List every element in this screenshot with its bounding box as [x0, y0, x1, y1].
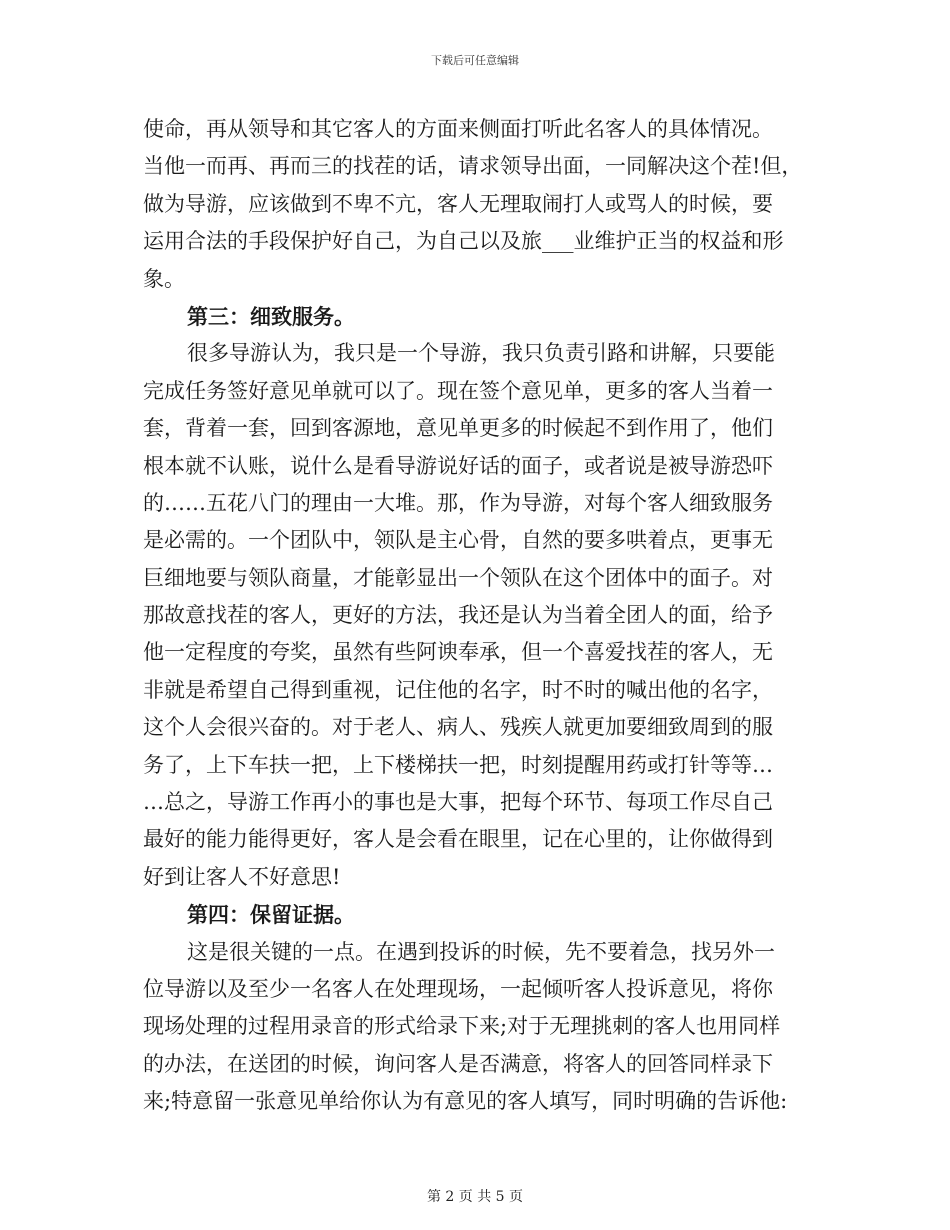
paragraph-line: 非就是希望自己得到重视，记住他的名字，时不时的喊出他的名字，: [143, 677, 773, 702]
paragraph-line: 他一定程度的夸奖，虽然有些阿谀奉承，但一个喜爱找茬的客人，无: [143, 640, 773, 665]
paragraph-line: 很多导游认为，我只是一个导游，我只负责引路和讲解，只要能: [187, 341, 775, 366]
paragraph-line: 巨细地要与领队商量，才能彰显出一个领队在这个团体中的面子。对: [143, 565, 773, 590]
paragraph-line: 象。: [143, 266, 185, 291]
paragraph-line: 现场处理的过程用录音的形式给录下来;对于无理挑刺的客人也用同样: [143, 1014, 781, 1039]
paragraph-line: 好到让客人不好意思!: [143, 864, 341, 889]
page-header: 下载后可任意编辑: [431, 54, 519, 67]
paragraph-line: 是必需的。一个团队中，领队是主心骨，自然的要多哄着点，更事无: [143, 528, 773, 553]
paragraph-line: 根本就不认账，说什么是看导游说好话的面子，或者说是被导游恐吓: [143, 453, 773, 478]
paragraph-line: 完成任务签好意见单就可以了。现在签个意见单，更多的客人当着一: [143, 378, 773, 403]
paragraph-line: …总之，导游工作再小的事也是大事，把每个环节、每项工作尽自己: [143, 790, 773, 815]
section-heading: 第四：保留证据。: [187, 902, 355, 928]
document-body: [143, 111, 823, 1121]
paragraph-line: 运用合法的手段保护好自己，为自己以及旅___业维护正当的权益和形: [143, 229, 784, 254]
paragraph-line: 来;特意留一张意见单给你认为有意见的客人填写，同时明确的告诉他:: [143, 1089, 788, 1114]
section-heading: 第三：细致服务。: [187, 303, 355, 329]
paragraph-line: 做为导游，应该做到不卑不亢，客人无理取闹打人或骂人的时候，要: [143, 191, 773, 216]
paragraph-line: 当他一而再、再而三的找茬的话，请求领导出面，一同解决这个茬!但，: [143, 154, 803, 179]
paragraph-line: 使命，再从领导和其它客人的方面来侧面打听此名客人的具体情况。: [143, 117, 773, 141]
paragraph-line: 这是很关键的一点。在遇到投诉的时候，先不要着急，找另外一: [187, 939, 775, 964]
paragraph-line: 的……五花八门的理由一大堆。那，作为导游，对每个客人细致服务: [143, 490, 773, 515]
paragraph-line: 务了，上下车扶一把，上下楼梯扶一把，时刻提醒用药或打针等等…: [143, 752, 773, 777]
page-footer: 第 2 页 共 5 页: [426, 1189, 524, 1205]
paragraph-line: 最好的能力能得更好，客人是会看在眼里，记在心里的，让你做得到: [143, 827, 773, 852]
paragraph-line: 的办法，在送团的时候，询问客人是否满意，将客人的回答同样录下: [143, 1051, 773, 1076]
paragraph-line: 位导游以及至少一名客人在处理现场，一起倾听客人投诉意见，将你: [143, 976, 773, 1001]
paragraph-line: 这个人会很兴奋的。对于老人、病人、残疾人就更加要细致周到的服: [143, 715, 773, 740]
paragraph-line: 那故意找茬的客人，更好的方法，我还是认为当着全团人的面，给予: [143, 603, 773, 628]
paragraph-line: 套，背着一套，回到客源地，意见单更多的时候起不到作用了，他们: [143, 416, 773, 441]
